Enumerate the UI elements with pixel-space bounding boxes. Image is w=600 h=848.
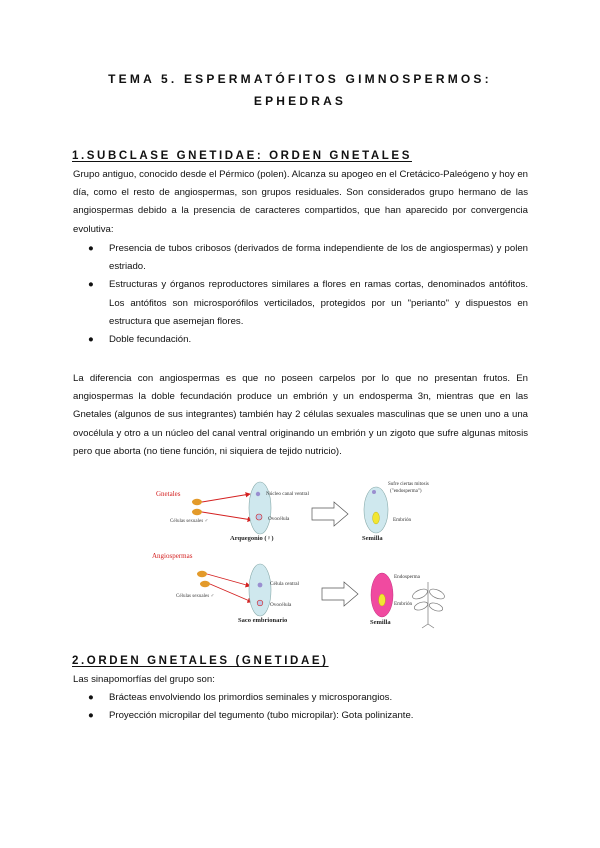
list-item: ● Proyección micropilar del tegumento (tubo micropilar): Gota polinizante.: [88, 707, 528, 725]
sperm-cell-1: [192, 499, 202, 505]
arquegonio-label: Arquegonio (♀): [230, 535, 274, 542]
section2-intro: Las sinapomorfías del grupo son:: [73, 674, 215, 685]
document-title-line1: TEMA 5. ESPERMATÓFITOS GIMNOSPERMOS:: [108, 72, 492, 86]
embrion-2-shape: [379, 594, 386, 606]
angio-cells-label: Células sexuales ♂: [176, 594, 215, 599]
embrion-2-label: Embrión: [394, 601, 413, 607]
celula-central-label: Célula central: [270, 581, 299, 587]
saco-embrionario-label: Saco embrionario: [238, 617, 288, 624]
arrow-to-celula-central: [207, 574, 250, 586]
angio-sperm-cell-2: [200, 581, 210, 587]
ovocelula-2-label: Ovocélula: [270, 602, 292, 608]
bullet-icon: ●: [88, 279, 94, 291]
document-title-line2: EPHEDRAS: [253, 94, 347, 108]
section1-heading: 1.SUBCLASE GNETIDAE: ORDEN GNETALES: [72, 150, 412, 162]
arrow-right-icon: [322, 582, 358, 606]
list-item: ● Brácteas envolviendo los primordios seminales y microsporangios.: [88, 689, 528, 707]
celula-central-dot: [258, 583, 263, 588]
angio-sperm-cell-1: [197, 571, 207, 577]
section2-bullet-list: [88, 689, 528, 725]
arrow-to-ovocelula: [202, 512, 252, 520]
gnetales-cells-label: Células sexuales ♂: [170, 519, 209, 524]
embrion-shape: [373, 512, 380, 524]
embryo-sac-shape: [249, 564, 271, 616]
nucleo-dot: [256, 492, 260, 496]
zigoto-dot: [372, 490, 376, 494]
embrion-label: Embrión: [393, 517, 412, 523]
list-item: ● Presencia de tubos cribosos (derivados de forma independiente de los de angiospermas) y polen estriado.: [88, 240, 528, 276]
section1-bullet-list: [88, 240, 528, 349]
nucleo-label: Núcleo canal ventral: [266, 491, 309, 497]
gnetales-seed-shape: [364, 487, 388, 533]
list-item: ● Doble fecundación.: [88, 331, 528, 349]
section2-heading: 2.ORDEN GNETALES (GNETIDAE): [72, 655, 329, 667]
bullet-icon: ●: [88, 334, 94, 346]
section1-intro-paragraph: Grupo antiguo, conocido desde el Pérmico (polen). Alcanza su apogeo en el Cretácico-Paleógeno y hoy en día, como el resto de angiospermas, son grupos residuales. Son considerados grupo hermano de las angiospermas debido a la presencia de caracteres compartidos, que han aparecido por convergencia evolutiva:: [73, 169, 528, 235]
ovocelula-2-dot: [257, 600, 263, 606]
endosperma-quoted-label: ("endosperma"): [390, 489, 422, 494]
endosperma-label: Endosperma: [394, 574, 420, 580]
ovocelula-label: Ovocélula: [268, 516, 290, 522]
list-item: ● Estructuras y órganos reproductores similares a flores en ramas cortas, denominados antófitos. Los antófitos son microsporófilos verticilados, protegidos por un "perianto" y dispuestos en estructura que asemejan flores.: [88, 276, 528, 331]
bullet-icon: ●: [88, 710, 94, 722]
sufre-label: Sufre ciertas mitosis: [388, 482, 429, 487]
arrow-to-ovocelula-2: [210, 584, 252, 602]
angiospermas-label: Angiospermas: [152, 552, 193, 560]
arrow-right-icon: [312, 502, 348, 526]
gnetales-label: Gnetales: [156, 490, 181, 498]
seedling-icon: [411, 582, 446, 628]
fecundation-diagram: [150, 476, 460, 632]
bullet-icon: ●: [88, 692, 94, 703]
semilla-label-1: Semilla: [362, 535, 383, 542]
archegonium-shape: [249, 482, 271, 534]
sperm-cell-2: [192, 509, 202, 515]
section1-difference-paragraph: La diferencia con angiospermas es que no poseen carpelos por lo que no presentan frutos. En angiospermas la doble fecundación produce un embrión y un endosperma 3n, mientras que en las Gnetales (algunos de sus integrantes) también hay 2 células sexuales masculinas que se unen uno a una ovocélula y otro a un núcleo del canal ventral originando un embrión y un zigoto que sufre algunas mitosis pero que aborta (no tiene función, ni siquiera de tejido nutricio).: [73, 373, 528, 457]
bullet-icon: ●: [88, 243, 94, 254]
arrow-to-nucleo: [202, 494, 250, 502]
semilla-label-2: Semilla: [370, 619, 391, 626]
ovocelula-dot: [256, 514, 262, 520]
